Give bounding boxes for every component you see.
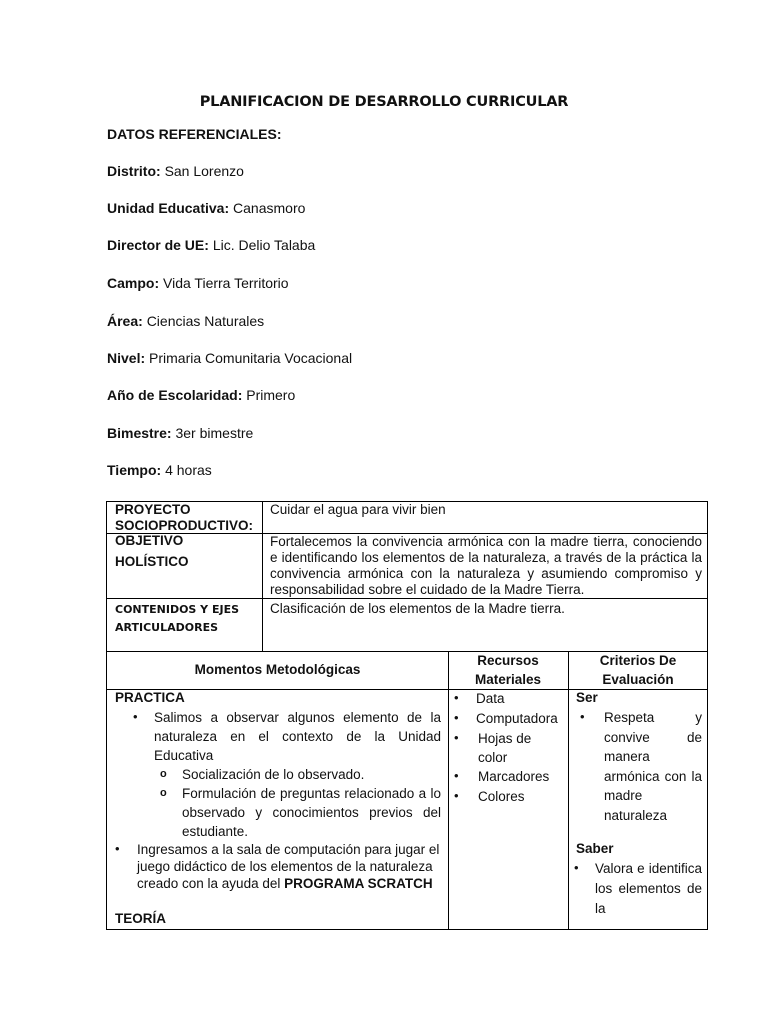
bullet-icon: • [580, 709, 585, 724]
recurso-item: Data [476, 691, 505, 706]
bullet-icon: • [133, 709, 138, 724]
bullet-icon: • [454, 730, 459, 745]
header-criterios: Criterios De Evaluación [599, 653, 677, 687]
saber-heading: Saber [576, 841, 614, 856]
practica-heading: PRACTICA [115, 690, 185, 705]
ser-item: Respeta y convive de manera armónica con la madre naturaleza [604, 710, 702, 823]
contenidos-value: Clasificación de los elementos de la Madre tierra. [270, 601, 565, 616]
bullet-icon: • [454, 710, 459, 725]
field-area: Área: Ciencias Naturales [107, 313, 265, 329]
objetivo-label: OBJETIVO HOLÍSTICO [115, 533, 189, 569]
recurso-item: Colores [478, 789, 525, 804]
field-campo: Campo: Vida Tierra Territorio [107, 275, 289, 291]
field-director: Director de UE: Lic. Delio Talaba [107, 237, 316, 253]
bullet-icon: • [454, 788, 459, 803]
practica-item-1: Salimos a observar algunos elemento de la naturaleza en el contexto de la Unidad Educativa [154, 710, 441, 763]
bullet-icon: • [115, 841, 120, 856]
field-nivel: Nivel: Primaria Comunitaria Vocacional [107, 350, 353, 366]
recurso-item: Marcadores [478, 769, 550, 784]
saber-item: Valora e identifica los elementos de la [595, 861, 702, 916]
ser-heading: Ser [576, 690, 598, 705]
field-bimestre: Bimestre: 3er bimestre [107, 425, 254, 441]
bullet-icon: o [160, 787, 167, 799]
teoria-heading: TEORÍA [115, 911, 167, 926]
header-recursos: Recursos Materiales [474, 653, 542, 687]
methodology-table [106, 652, 708, 930]
bullet-icon: • [574, 860, 579, 875]
field-unidad-educativa: Unidad Educativa: Canasmoro [107, 200, 306, 216]
objetivo-value: Fortalecemos la convivencia armónica con la madre tierra, conociendo e identificando los elementos de la naturaleza, a través de la práctica la convivencia armónica con la naturaleza y asumiendo compromiso y responsabilidad sobre el cuidado de la Madre Tierra. [270, 534, 702, 597]
page-title: PLANIFICACION DE DESARROLLO CURRICULAR [199, 94, 569, 110]
practica-sub-1: Socialización de lo observado. [182, 767, 365, 782]
header-momentos: Momentos Metodológicas [194, 662, 361, 677]
proyecto-label: PROYECTO SOCIOPRODUCTIVO: [115, 502, 254, 533]
bullet-icon: o [160, 768, 167, 780]
field-distrito: Distrito: San Lorenzo [107, 163, 244, 179]
practica-sub-2: Formulación de preguntas relacionado a lo observado y conocimientos previos del estudiante. [182, 786, 441, 839]
project-table [106, 501, 708, 652]
bullet-icon: • [454, 690, 459, 705]
proyecto-value: Cuidar el agua para vivir bien [270, 502, 446, 517]
recurso-item: Hojas de color [478, 731, 532, 765]
bullet-icon: • [454, 768, 459, 783]
contenidos-label: CONTENIDOS Y EJES ARTICULADORES [115, 603, 240, 634]
practica-item-2: Ingresamos a la sala de computación para jugar el juego didáctico de los elementos de la naturaleza creado con la ayuda del PROGRAMA SCRATCH [137, 842, 440, 891]
section-heading: DATOS REFERENCIALES: [107, 126, 282, 142]
field-tiempo: Tiempo: 4 horas [107, 462, 212, 478]
field-anio-escolaridad: Año de Escolaridad: Primero [107, 387, 296, 403]
recurso-item: Computadora [476, 711, 558, 726]
